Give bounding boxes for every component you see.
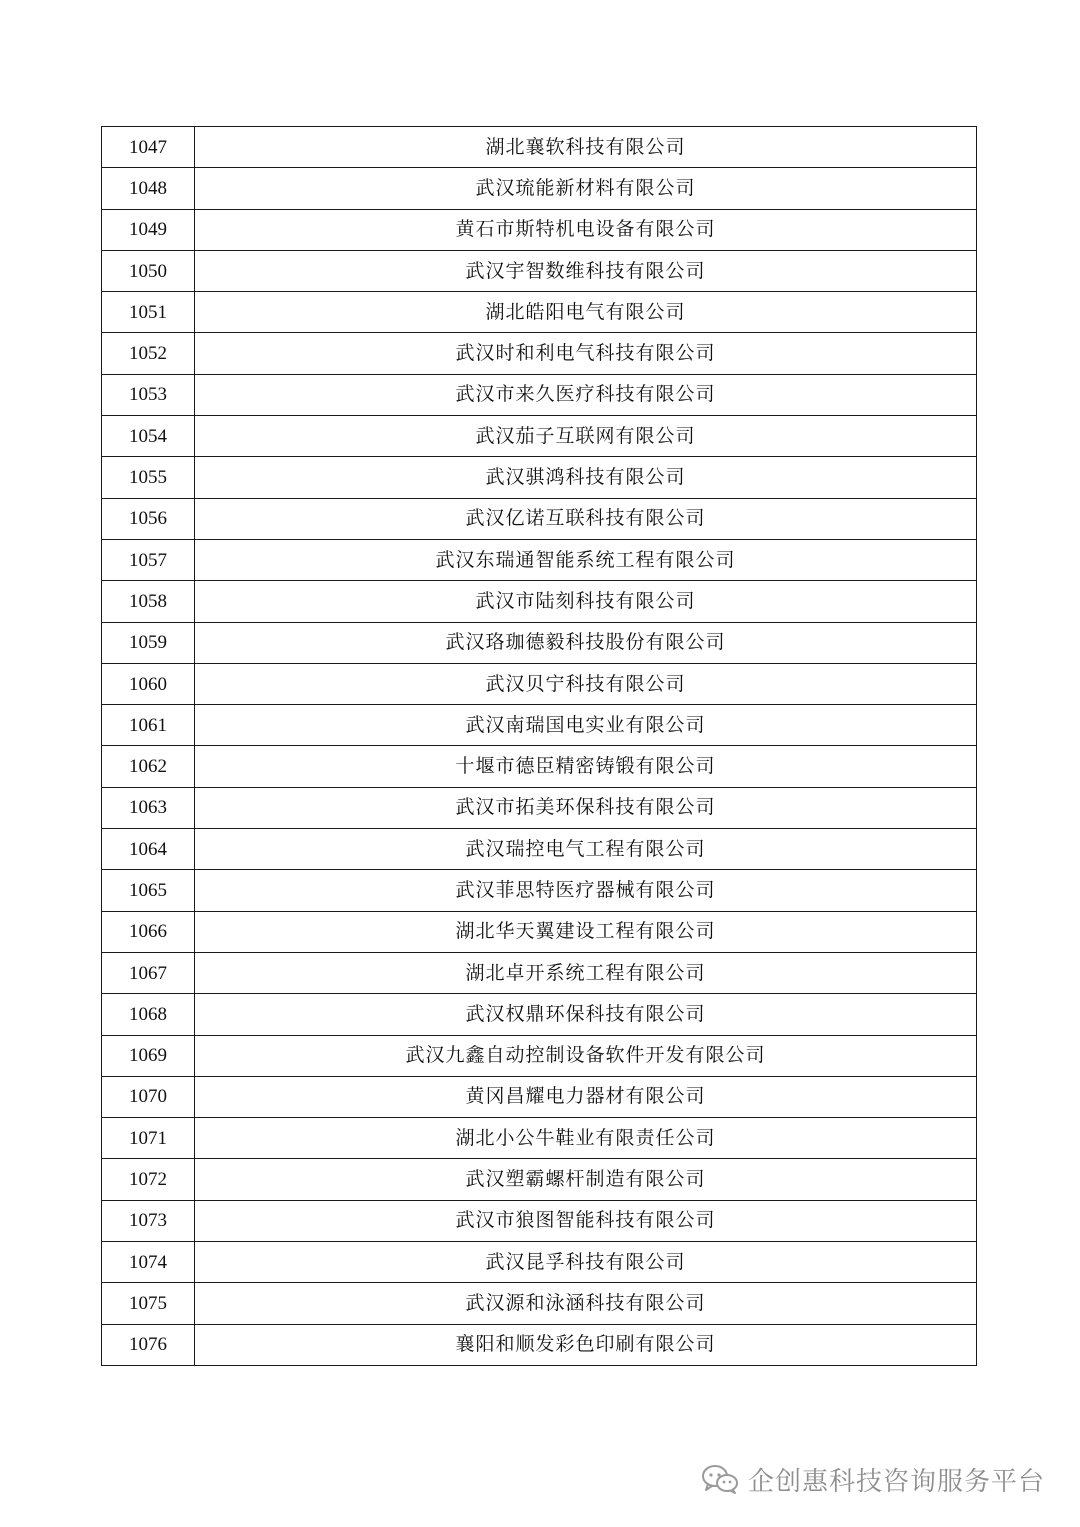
wechat-icon: [700, 1463, 740, 1495]
row-number: 1071: [102, 1118, 195, 1159]
row-number: 1069: [102, 1035, 195, 1076]
row-number: 1076: [102, 1324, 195, 1365]
table-row: [102, 127, 977, 168]
row-number: 1052: [102, 333, 195, 374]
company-name: 武汉权鼎环保科技有限公司: [195, 994, 977, 1035]
company-name: 武汉茄子互联网有限公司: [195, 416, 977, 457]
company-name: 武汉宇智数维科技有限公司: [195, 250, 977, 291]
company-name: 武汉九鑫自动控制设备软件开发有限公司: [195, 1035, 977, 1076]
table-row: [102, 1242, 977, 1283]
company-name: 湖北小公牛鞋业有限责任公司: [195, 1118, 977, 1159]
table-row: [102, 663, 977, 704]
table-row: [102, 1118, 977, 1159]
row-number: 1055: [102, 457, 195, 498]
table-row: [102, 622, 977, 663]
table-row: [102, 457, 977, 498]
table-row: [102, 539, 977, 580]
table-row: [102, 250, 977, 291]
row-number: 1061: [102, 705, 195, 746]
table-row: [102, 374, 977, 415]
company-name: 黄石市斯特机电设备有限公司: [195, 209, 977, 250]
table-row: [102, 746, 977, 787]
row-number: 1072: [102, 1159, 195, 1200]
watermark-text: 企创惠科技咨询服务平台: [748, 1466, 1046, 1497]
table-row: [102, 705, 977, 746]
table-row: [102, 1159, 977, 1200]
row-number: 1058: [102, 581, 195, 622]
company-name: 武汉市狼图智能科技有限公司: [195, 1200, 977, 1241]
table-row: [102, 994, 977, 1035]
row-number: 1051: [102, 292, 195, 333]
watermark: [700, 1459, 1045, 1499]
row-number: 1066: [102, 911, 195, 952]
company-name: 黄冈昌耀电力器材有限公司: [195, 1076, 977, 1117]
company-name: 武汉市陆刻科技有限公司: [195, 581, 977, 622]
table-row: [102, 1076, 977, 1117]
table-row: [102, 168, 977, 209]
table-row: [102, 333, 977, 374]
table-row: [102, 952, 977, 993]
row-number: 1073: [102, 1200, 195, 1241]
table-row: [102, 1283, 977, 1324]
company-name: 武汉市来久医疗科技有限公司: [195, 374, 977, 415]
company-name: 武汉亿诺互联科技有限公司: [195, 498, 977, 539]
row-number: 1059: [102, 622, 195, 663]
company-name: 襄阳和顺发彩色印刷有限公司: [195, 1324, 977, 1365]
table-row: [102, 416, 977, 457]
row-number: 1063: [102, 787, 195, 828]
row-number: 1053: [102, 374, 195, 415]
row-number: 1068: [102, 994, 195, 1035]
row-number: 1065: [102, 870, 195, 911]
table-row: [102, 498, 977, 539]
table-row: [102, 1200, 977, 1241]
company-name: 武汉源和泳涵科技有限公司: [195, 1283, 977, 1324]
company-name: 湖北襄软科技有限公司: [195, 127, 977, 168]
row-number: 1062: [102, 746, 195, 787]
row-number: 1056: [102, 498, 195, 539]
company-name: 湖北华天翼建设工程有限公司: [195, 911, 977, 952]
company-list-body: [102, 127, 977, 1366]
company-name: 武汉琉能新材料有限公司: [195, 168, 977, 209]
table-row: [102, 787, 977, 828]
company-name: 武汉骐鸿科技有限公司: [195, 457, 977, 498]
table-row: [102, 1324, 977, 1365]
row-number: 1047: [102, 127, 195, 168]
row-number: 1048: [102, 168, 195, 209]
company-name: 武汉市拓美环保科技有限公司: [195, 787, 977, 828]
table-row: [102, 292, 977, 333]
row-number: 1064: [102, 829, 195, 870]
company-name: 武汉塑霸螺杆制造有限公司: [195, 1159, 977, 1200]
company-name: 武汉昆孚科技有限公司: [195, 1242, 977, 1283]
row-number: 1067: [102, 952, 195, 993]
company-name: 湖北卓开系统工程有限公司: [195, 952, 977, 993]
row-number: 1049: [102, 209, 195, 250]
row-number: 1074: [102, 1242, 195, 1283]
table-row: [102, 209, 977, 250]
row-number: 1050: [102, 250, 195, 291]
company-name: 武汉东瑞通智能系统工程有限公司: [195, 539, 977, 580]
table-row: [102, 870, 977, 911]
table-row: [102, 581, 977, 622]
company-name: 武汉南瑞国电实业有限公司: [195, 705, 977, 746]
company-name: 武汉珞珈德毅科技股份有限公司: [195, 622, 977, 663]
company-name: 武汉时和利电气科技有限公司: [195, 333, 977, 374]
table-row: [102, 1035, 977, 1076]
company-list-table: [101, 126, 977, 1366]
company-name: 武汉菲思特医疗器械有限公司: [195, 870, 977, 911]
row-number: 1070: [102, 1076, 195, 1117]
company-name: 武汉贝宁科技有限公司: [195, 663, 977, 704]
row-number: 1075: [102, 1283, 195, 1324]
row-number: 1060: [102, 663, 195, 704]
row-number: 1057: [102, 539, 195, 580]
company-name: 武汉瑞控电气工程有限公司: [195, 829, 977, 870]
company-name: 十堰市德臣精密铸锻有限公司: [195, 746, 977, 787]
row-number: 1054: [102, 416, 195, 457]
company-name: 湖北皓阳电气有限公司: [195, 292, 977, 333]
table-row: [102, 829, 977, 870]
table-row: [102, 911, 977, 952]
